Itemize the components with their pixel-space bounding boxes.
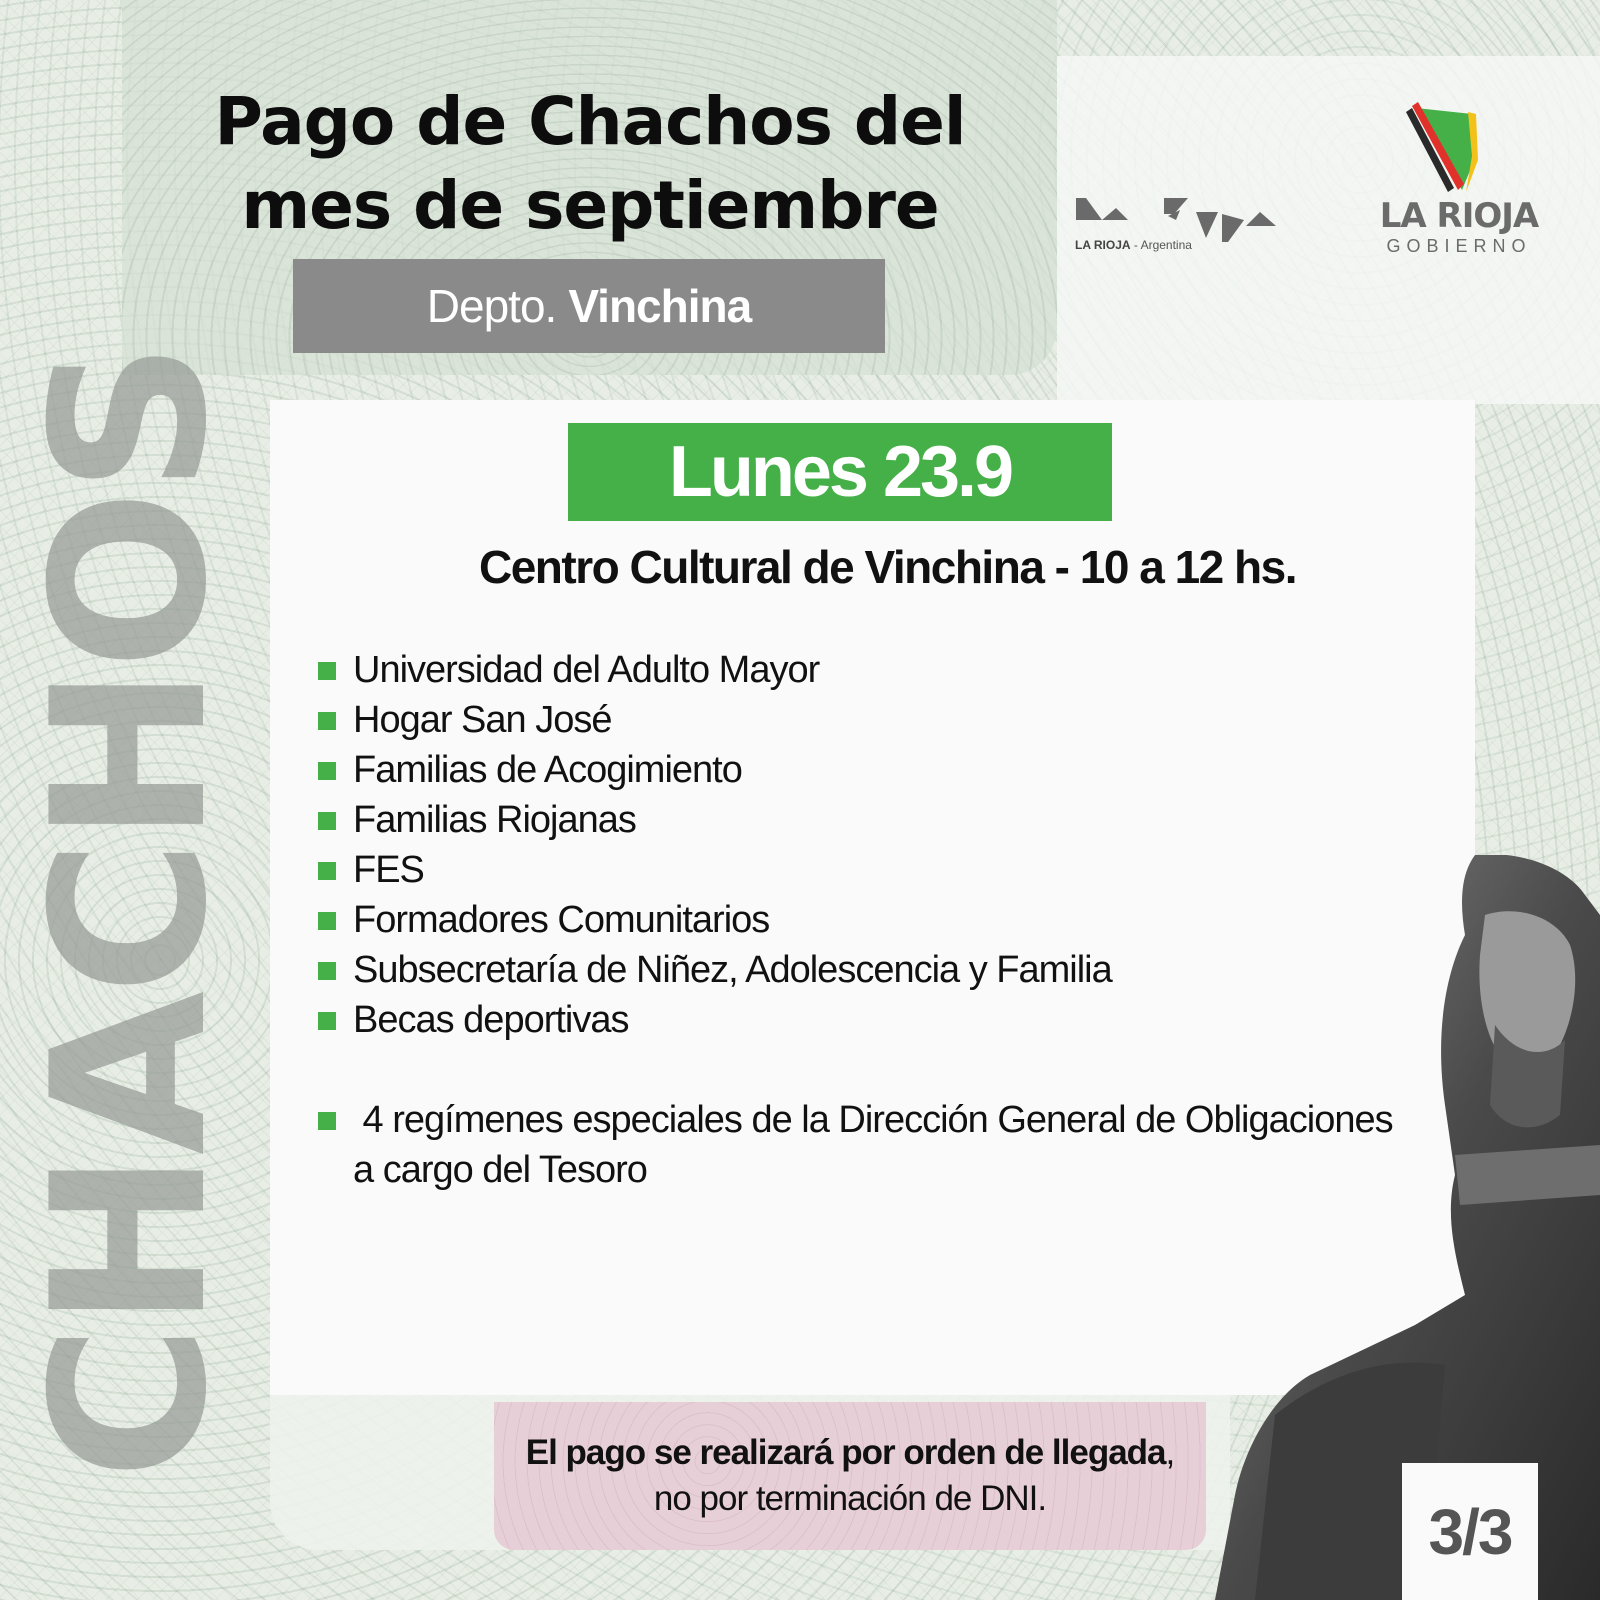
bullet-icon <box>318 662 336 680</box>
bullet-icon <box>318 912 336 930</box>
brand-caption: LA RIOJA - Argentina <box>1075 238 1192 252</box>
bullet-icon <box>318 712 336 730</box>
title-line-1: Pago de Chachos del <box>214 83 966 160</box>
page-title <box>150 80 1030 248</box>
bullet-icon <box>318 962 336 980</box>
venue-and-hours: Centro Cultural de Vinchina - 10 a 12 hs. <box>479 541 1296 593</box>
payment-date: Lunes 23.9 <box>568 423 1112 521</box>
bullet-icon <box>318 862 336 880</box>
list-item: FES <box>318 845 1418 895</box>
bullet-icon <box>318 812 336 830</box>
department-name: Vinchina <box>568 280 752 332</box>
special-regimes-line-2: a cargo del Tesoro <box>353 1149 647 1191</box>
payment-notice <box>494 1402 1206 1550</box>
bullet-icon <box>318 1012 336 1030</box>
la-rioja-argentina-logo <box>1072 190 1312 270</box>
list-item: Formadores Comunitarios <box>318 895 1418 945</box>
list-item: Subsecretaría de Niñez, Adolescencia y Familia <box>318 945 1418 995</box>
notice-line-2: no por terminación de DNI. <box>653 1479 1047 1518</box>
side-word: CHACHOS <box>6 345 253 1480</box>
rioja-flag-emblem-icon <box>1360 100 1560 196</box>
list-item: Universidad del Adulto Mayor <box>318 645 1418 695</box>
gobierno-la-rioja-logo <box>1360 100 1560 260</box>
bullet-icon <box>318 1112 336 1130</box>
gov-subtitle: GOBIERNO <box>1386 236 1532 256</box>
special-regimes-line-1: 4 regímenes especiales de la Dirección General de Obligaciones <box>353 1099 1393 1141</box>
title-line-2: mes de septiembre <box>241 167 939 244</box>
page-indicator: 3/3 <box>1402 1463 1538 1600</box>
list-item: Becas deportivas <box>318 995 1418 1045</box>
list-item: Hogar San José <box>318 695 1418 745</box>
list-item: Familias Riojanas <box>318 795 1418 845</box>
department-banner <box>293 259 885 353</box>
notice-line-1: El pago se realizará por orden de llegada, <box>525 1433 1175 1472</box>
bullet-icon <box>318 762 336 780</box>
list-item: Familias de Acogimiento <box>318 745 1418 795</box>
gov-name: LA RIOJA <box>1379 196 1539 236</box>
department-prefix: Depto. <box>426 280 557 332</box>
